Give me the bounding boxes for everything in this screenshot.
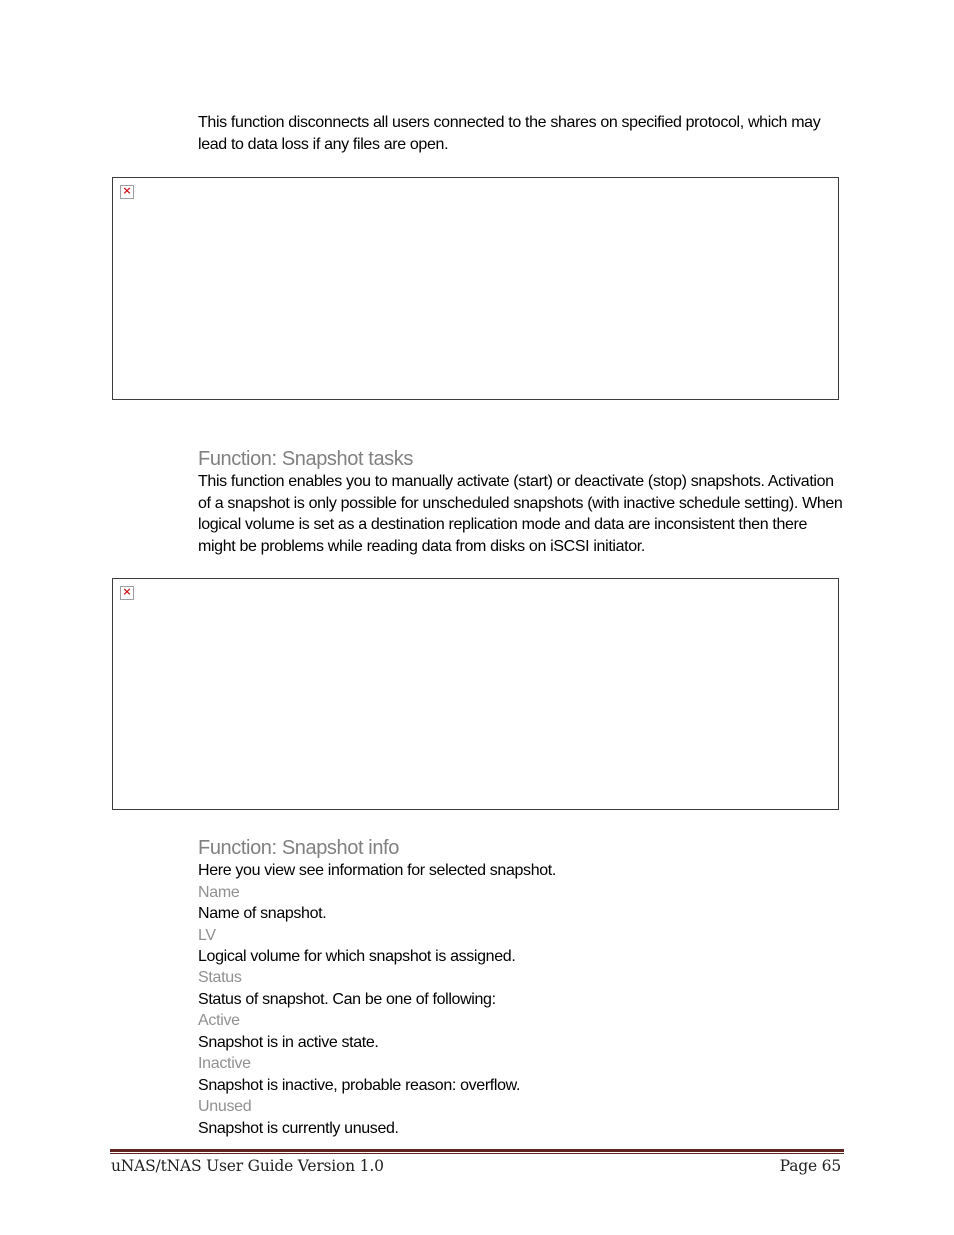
unused-description: Snapshot is currently unused. [198,1120,399,1137]
name-description: Name of snapshot. [198,905,327,922]
status-label: Status [198,969,242,986]
active-description: Snapshot is in active state. [198,1034,379,1051]
footer-doc-title: uNAS/tNAS User Guide Version 1.0 [111,1157,384,1175]
name-label: Name [198,884,240,901]
screenshot-placeholder-1 [112,177,839,400]
active-label: Active [198,1012,240,1029]
snapshot-tasks-paragraph: This function enables you to manually activate (start) or deactivate (stop) snapshots. Activation of a snapshot is only possible for unscheduled snapshots (with inactive schedule setting). When logical volume is set as a destination replication mode and data are inconsistent then there might be problems while reading data from disks on iSCSI initiator. [198,473,843,555]
unused-label: Unused [198,1098,252,1115]
intro-paragraph: This function disconnects all users connected to the shares on specified protocol, which may lead to data loss if any files are open. [198,114,821,153]
snapshot-info-heading: Function: Snapshot info [198,837,399,859]
snapshot-tasks-heading: Function: Snapshot tasks [198,448,413,470]
screenshot-placeholder-2 [112,578,839,810]
broken-image-icon: × [120,185,134,199]
footer-rule-thick [110,1149,844,1152]
footer-rule-thin [110,1153,844,1154]
footer-page-number: Page 65 [779,1157,841,1175]
inactive-description: Snapshot is inactive, probable reason: overflow. [198,1077,521,1094]
lv-description: Logical volume for which snapshot is assigned. [198,948,516,965]
broken-image-icon: × [120,586,134,600]
inactive-label: Inactive [198,1055,251,1072]
lv-label: LV [198,927,216,944]
snapshot-info-intro: Here you view see information for selected snapshot. [198,862,556,879]
status-description: Status of snapshot. Can be one of following: [198,991,496,1008]
